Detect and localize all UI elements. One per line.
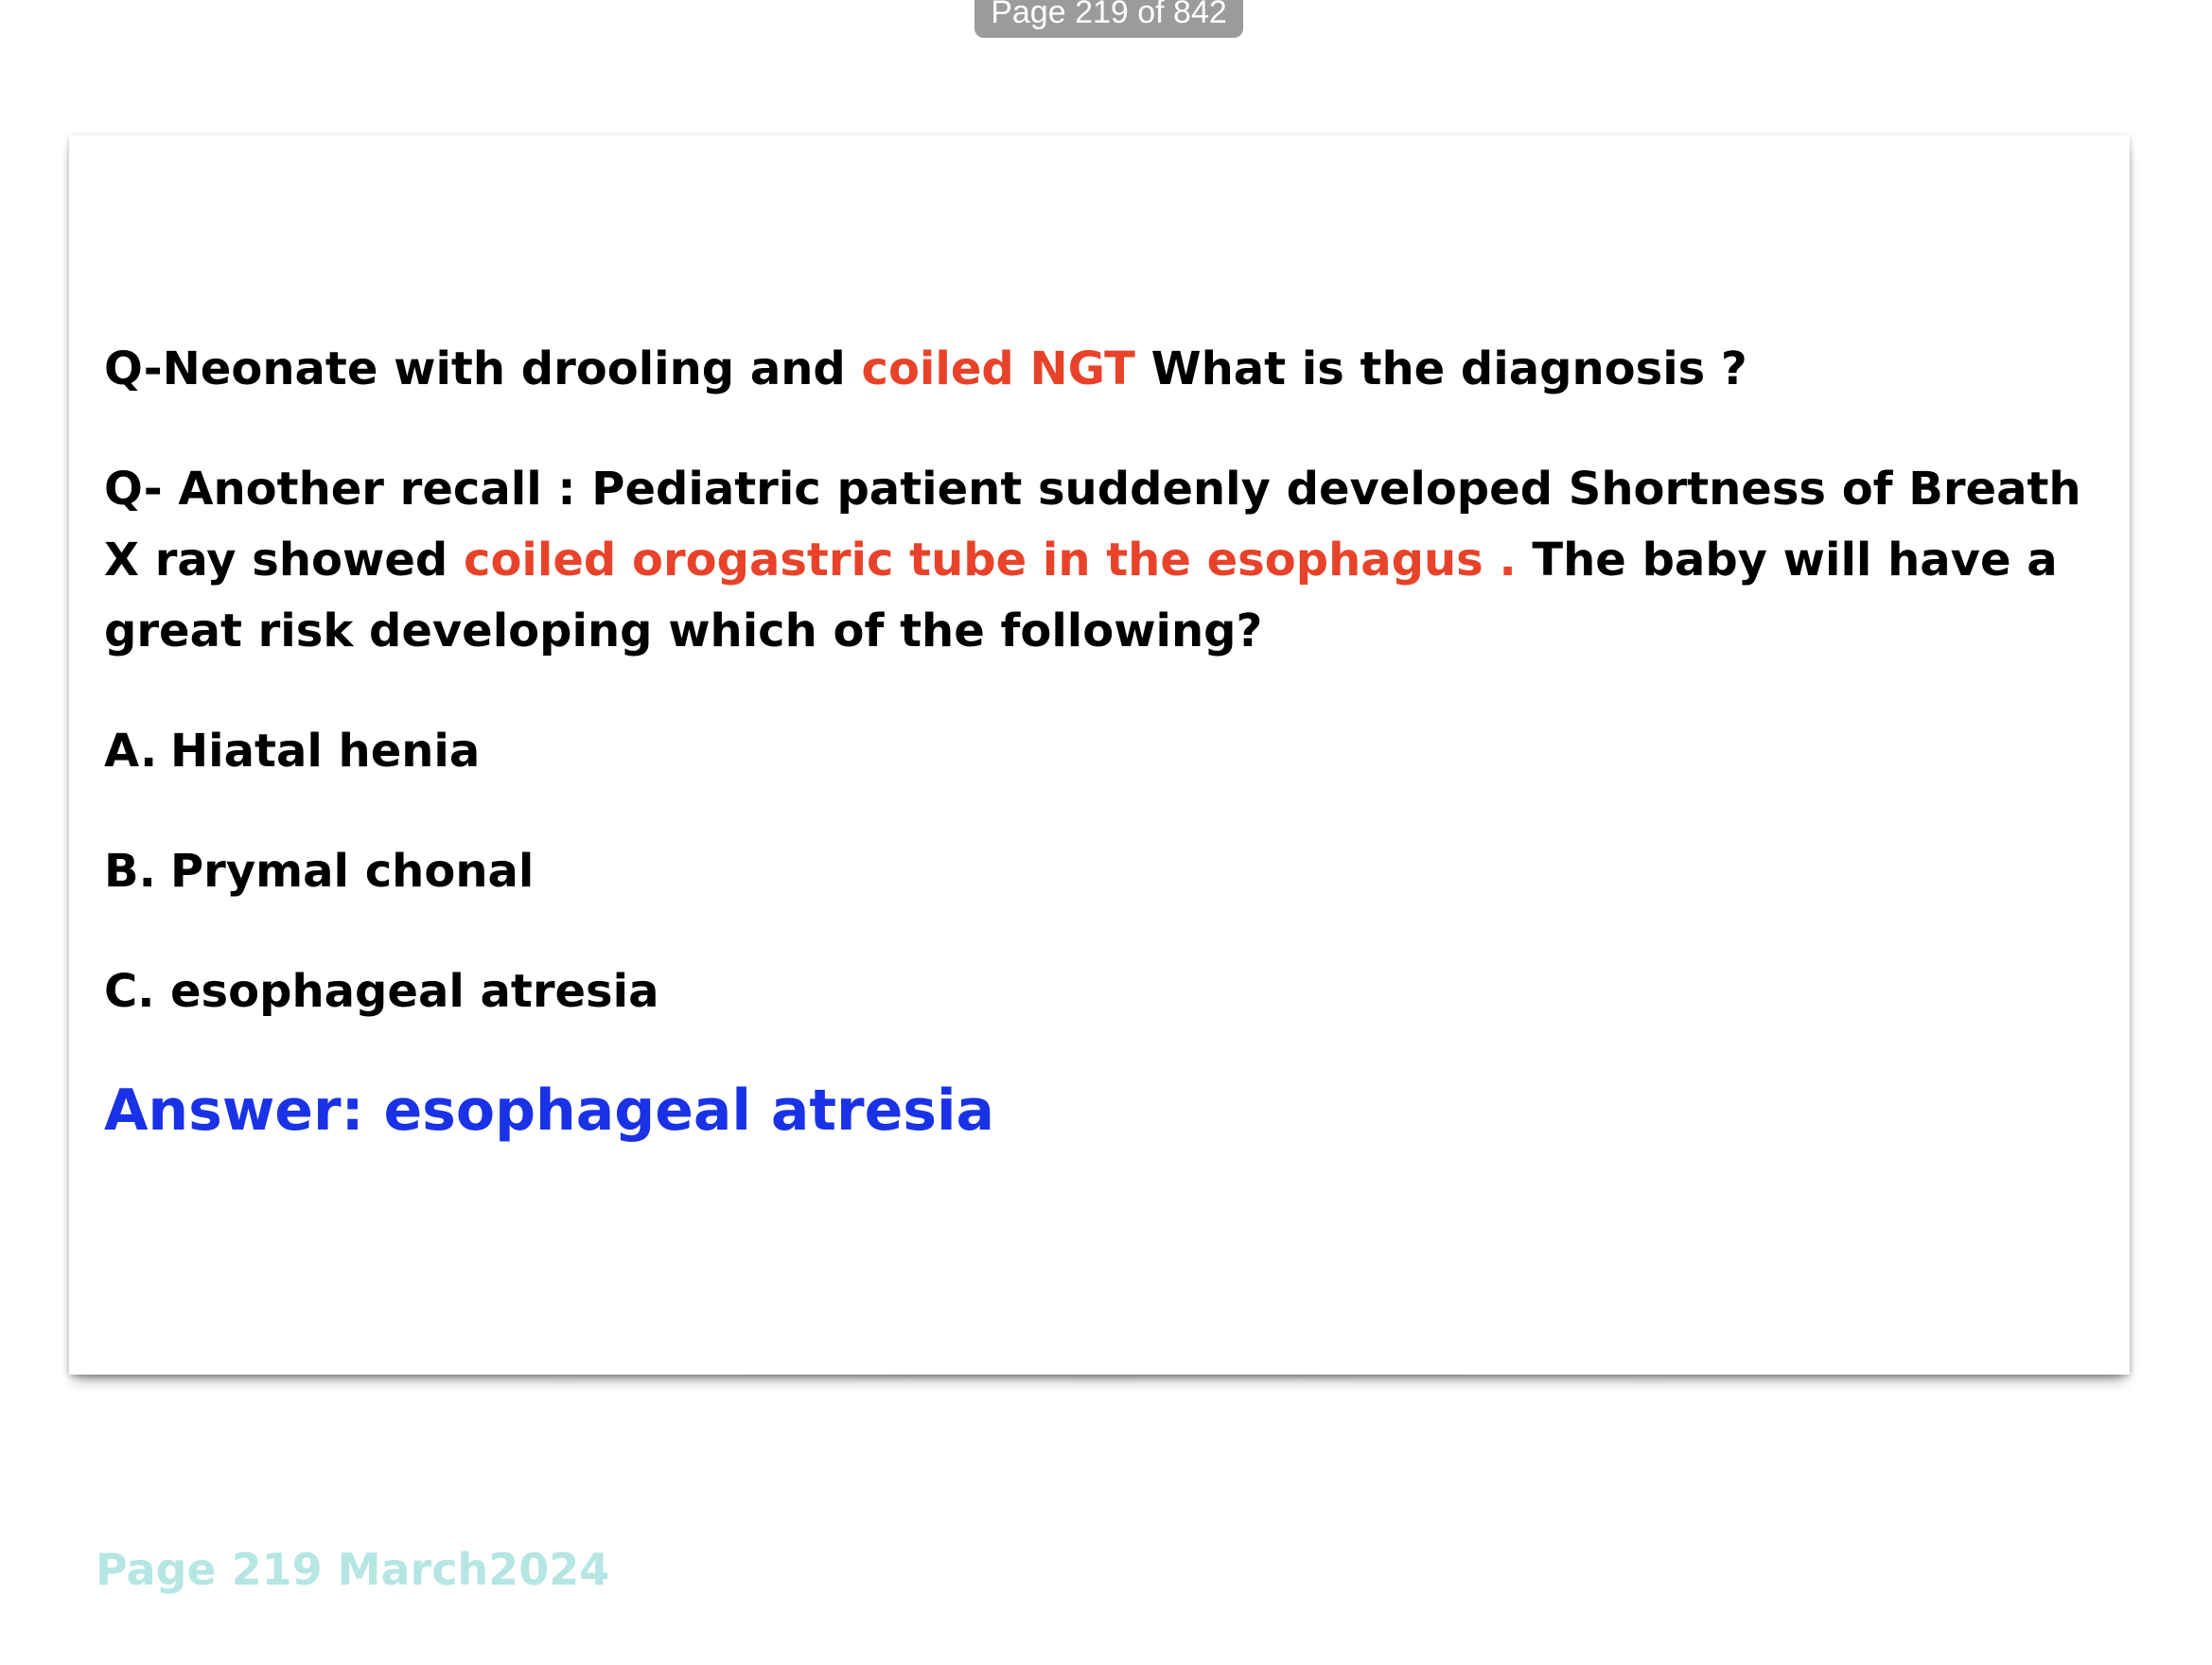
- document-page: [69, 135, 2130, 1375]
- question-2-highlight: coiled orogastric tube in the esophagus .: [464, 534, 1517, 587]
- option-a-letter: A.: [104, 725, 158, 778]
- question-2: [104, 454, 2091, 667]
- question-2-prefix: Q- Another recall : Pediatric patient suddenly developed Shortness of Breath X ray showed: [104, 463, 2081, 587]
- option-b-letter: B.: [104, 845, 156, 898]
- answer: Answer: esophageal atresia: [104, 1078, 995, 1144]
- option-b-text: Prymal chonal: [170, 845, 535, 898]
- question-1: [104, 334, 2091, 405]
- page-content: [104, 334, 2091, 1148]
- question-1-suffix: What is the diagnosis ?: [1134, 342, 1747, 395]
- option-c: [104, 956, 2091, 1027]
- question-1-highlight: coiled NGT: [861, 342, 1135, 395]
- page-indicator: Page 219 of 842: [974, 0, 1243, 38]
- option-a: [104, 716, 2091, 787]
- page-footer: Page 219 March2024: [96, 1544, 610, 1595]
- option-c-letter: C.: [104, 965, 155, 1018]
- question-2-suffix: The baby will have a great risk developing which of the following?: [104, 534, 2058, 657]
- option-b: [104, 836, 2091, 907]
- question-1-prefix: Q-Neonate with drooling and: [104, 342, 862, 395]
- option-a-text: Hiatal henia: [170, 725, 481, 778]
- option-c-text: esophageal atresia: [170, 965, 659, 1018]
